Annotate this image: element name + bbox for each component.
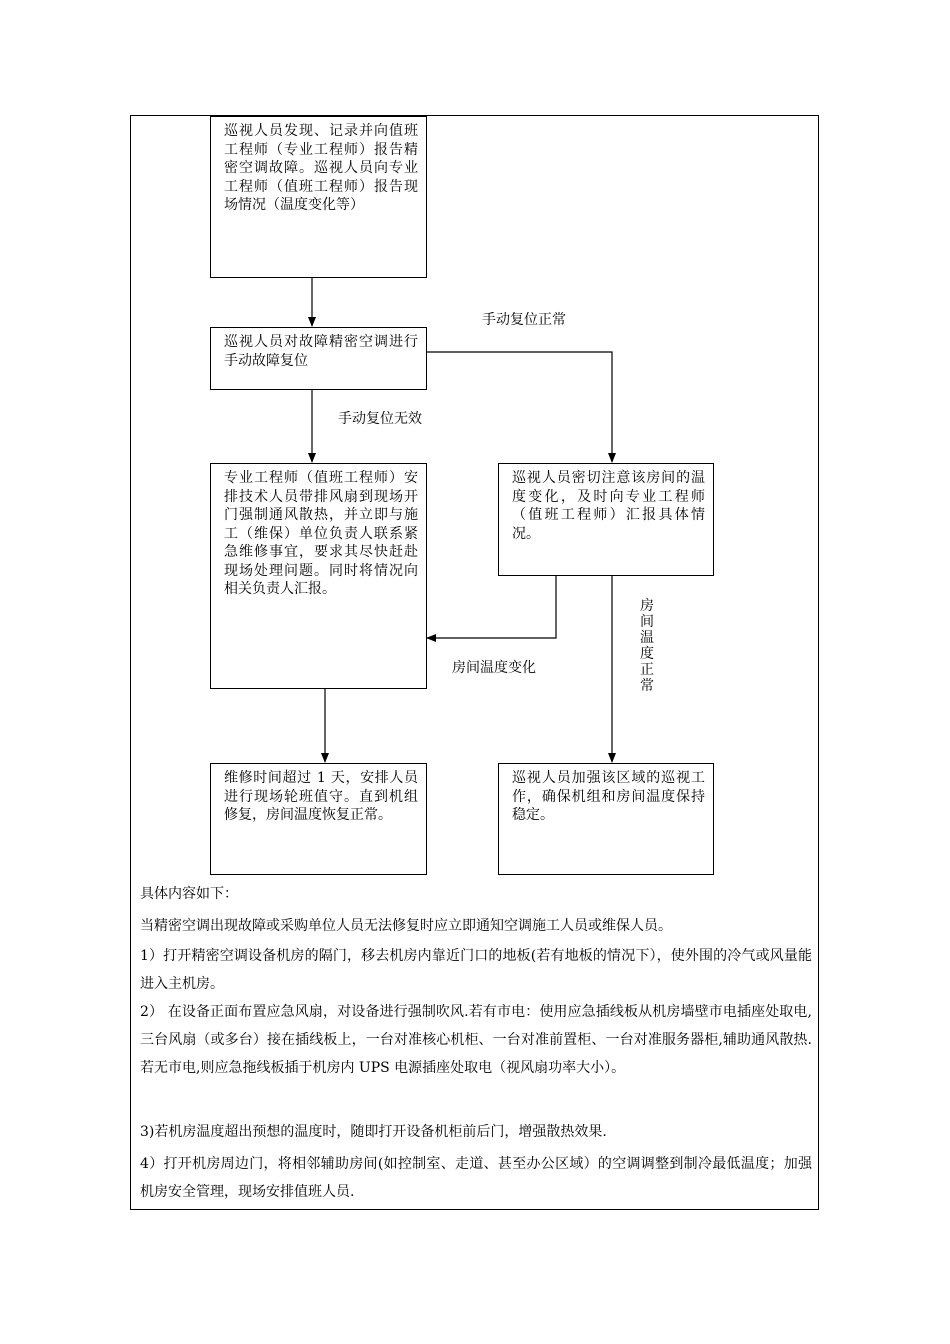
label-reset-fail: 手动复位无效: [338, 411, 422, 427]
box-reset: 巡视人员对故障精密空调进行手动故障复位: [210, 327, 427, 390]
box-monitor: 巡视人员密切注意该房间的温度变化，及时向专业工程师（值班工程师）汇报具体情况。: [498, 463, 714, 576]
label-reset-ok: 手动复位正常: [482, 312, 566, 328]
content-intro: 当精密空调出现故障或采购单位人员无法修复时应立即通知空调施工人员或维保人员。: [140, 918, 672, 934]
label-temp-change: 房间温度变化: [452, 660, 536, 676]
box-report: 巡视人员发现、记录并向值班工程师（专业工程师）报告精密空调故障。巡视人员向专业工程师（值班工程师）报告现场情况（温度变化等）: [210, 116, 427, 278]
content-step-1: 1）打开精密空调设备机房的隔门，移去机房内靠近门口的地板(若有地板的情况下），使外围的冷气或风量能进入主机房。: [140, 948, 812, 992]
content-heading: 具体内容如下：: [140, 886, 238, 902]
content-step-2: 2） 在设备正面布置应急风扇，对设备进行强制吹风.若有市电：使用应急插线板从机房墙壁市电插座处取电,三台风扇（或多台）接在插线板上，一台对准核心机柜、一台对准前置柜、一台对准服务器柜,辅助通风散热.若无市电,则应急拖线板插于机房内 UPS 电源插座处取电（视风扇功率大小）。: [140, 1004, 812, 1076]
content-step-3: 3)若机房温度超出预想的温度时，随即打开设备机柜前后门，增强散热效果.: [140, 1124, 607, 1140]
arrow-monitor-to-engineer: [427, 576, 556, 638]
content-step-4: 4）打开机房周边门，将相邻辅助房间(如控制室、走道、甚至办公区域）的空调调整到制冷最低温度；加强机房安全管理，现场安排值班人员.: [140, 1156, 812, 1200]
label-temp-normal: 房间温度正常: [640, 598, 654, 694]
arrow-reset-to-monitor: [426, 352, 612, 462]
box-patrol: 巡视人员加强该区域的巡视工作，确保机组和房间温度保持稳定。: [498, 763, 714, 875]
box-engineer: 专业工程师（值班工程师）安排技术人员带排风扇到现场开门强制通风散热，并立即与施工（维保）单位负责人联系紧急维修事宜，要求其尽快赶赴现场处理问题。同时将情况向相关负责人汇报。: [210, 463, 427, 689]
box-overtime: 维修时间超过 1 天，安排人员进行现场轮班值守。直到机组修复，房间温度恢复正常。: [210, 763, 427, 875]
